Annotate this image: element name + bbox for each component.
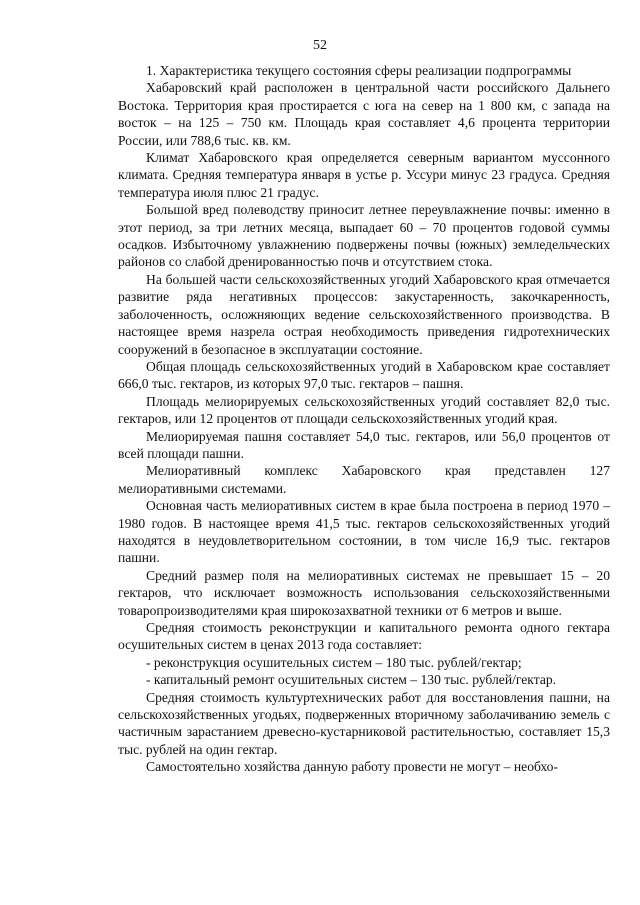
paragraph-reclaimed-area: Площадь мелиорируемых сельскохозяйственных угодий составляет 82,0 тыс. гектаров, или 12 процентов от площади сельскохозяйственных угодий края.: [118, 393, 610, 427]
list-item-reconstruction: - реконструкция осушительных систем – 180 тыс. рублей/гектар;: [146, 654, 522, 670]
paragraph-location: Хабаровский край расположен в центральной части российского Дальнего Востока. Территория края простирается с юга на север на 1 800 км, с запада на восток – на 125 – 750 км. Площадь края составляет 4,6 процента территории России, или 788,6 тыс. кв. км.: [118, 80, 610, 148]
paragraph-total-area: Общая площадь сельскохозяйственных угодий в Хабаровском крае составляет 666,0 тыс. гектаров, из которых 97,0 тыс. гектаров – пашня.: [118, 358, 610, 392]
paragraph-cultural-works: Средняя стоимость культуртехнических работ для восстановления пашни, на сельскохозяйственных угодьях, подверженных вторичному заболачиванию земель с частичным зарастанием древесно-кустарниковой растительностью, составляет 15,3 тыс. рублей на один гектар.: [118, 689, 610, 757]
paragraph-reclaimed-arable: Мелиорируемая пашня составляет 54,0 тыс. гектаров, или 56,0 процентов от всей площади пашни.: [118, 428, 610, 461]
page-content: [118, 62, 610, 776]
paragraph-construction-period: Основная часть мелиоративных систем в крае была построена в период 1970 – 1980 годов. В настоящее время 41,5 тыс. гектаров сельскохозяйственных угодий находятся в неудовлетворительном состоянии, в том числе 16,9 тыс. гектаров пашни.: [118, 498, 610, 566]
paragraph-field-size: Средний размер поля на мелиоративных системах не превышает 15 – 20 гектаров, что исключает возможность использования сельскохозяйственными товаропроизводителями края широкозахватной техники от 6 метров и выше.: [118, 567, 610, 618]
paragraph-average-cost: Средняя стоимость реконструкции и капитального ремонта одного гектара осушительных систем в ценах 2013 года составляет:: [118, 620, 610, 653]
page-number: 52: [313, 38, 327, 53]
paragraph-waterlogging: Большой вред полеводству приносит летнее переувлажнение почвы: именно в этот период, за три летних месяца, выпадает 60 – 70 процентов годовой суммы осадков. Избыточному увлажнению подвержены почвы (южных) земледельческих районов со слабой дренированностью почв и отсутствием стока.: [118, 202, 610, 270]
list-item-repair: - капитальный ремонт осушительных систем – 130 тыс. рублей/гектар.: [146, 672, 557, 688]
paragraph-self-work: Самостоятельно хозяйства данную работу провести не могут – необхо-: [146, 759, 558, 775]
paragraph-climate: Климат Хабаровского края определяется северным вариантом муссонного климата. Средняя температура января в устье р. Уссури минус 23 градуса. Средняя температура июля плюс 21 градус.: [118, 150, 610, 200]
paragraph-reclamation-complex: Мелиоративный комплекс Хабаровского края представлен 127 мелиоративными системами.: [118, 463, 610, 496]
section-heading: 1. Характеристика текущего состояния сферы реализации подпрограммы: [146, 63, 572, 78]
paragraph-negative-processes: На большей части сельскохозяйственных угодий Хабаровского края отмечается развитие ряда негативных процессов: закустаренность, закочкаренность, заболоченность, осложняющих ведение сельскохозяйственного производства. В настоящее время назрела острая необходимость приведения гидротехнических сооружений в безопасное в эксплуатации состояние.: [118, 271, 610, 357]
